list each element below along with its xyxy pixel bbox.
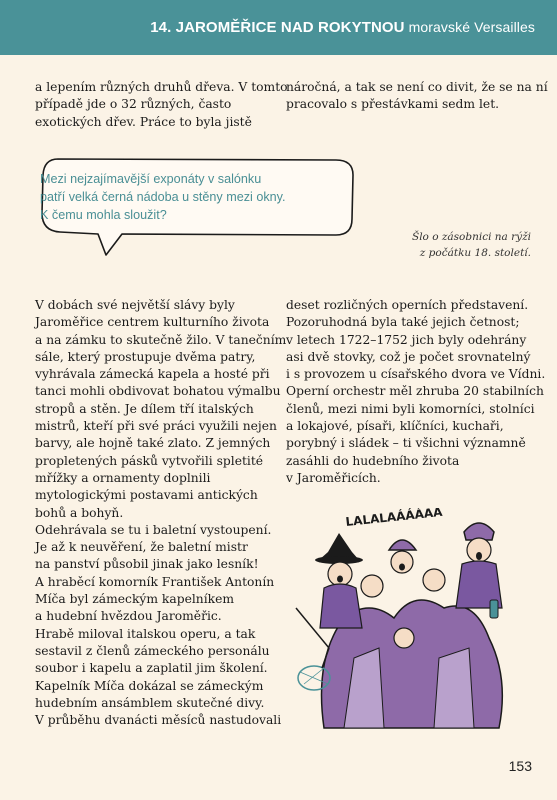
text-line: barvy, ale hojně také zlato. Z jemných — [35, 436, 271, 451]
text-line: Kapelník Míča dokázal se zámeckým — [35, 678, 264, 693]
text-line: v letech 1722–1752 jich byly odehrány — [286, 332, 527, 347]
text-line: deset rozličných operních představení. — [286, 298, 529, 312]
text-line: pracovalo s přestávkami sedm let. — [286, 97, 500, 112]
top-right-text — [286, 79, 548, 114]
text-line: hudebním ansámblem skutečné divy. — [35, 695, 265, 710]
choir-drawing — [284, 508, 524, 733]
text-line: exotických dřev. Práce to byla jistě — [35, 114, 252, 129]
text-line: vyhrávala zámecká kapela a hosté při — [35, 367, 270, 382]
question-line: Mezi nejzajímavější exponáty v salónku — [40, 172, 262, 186]
text-line: A hraběcí komorník František Antonín — [35, 574, 275, 589]
text-line: zasáhli do hudebního života — [286, 453, 460, 468]
question-line: patří velká černá nádoba u stěny mezi okny. — [40, 190, 286, 204]
text-line: stropů a stěn. Je dílem tří italských — [35, 401, 254, 416]
text-line: Je až k neuvěření, že baletní mistr — [35, 540, 248, 555]
text-line: bohů a bohyň. — [35, 505, 124, 520]
chapter-header — [0, 0, 557, 55]
text-line: mytologickými postavami antických — [35, 488, 258, 503]
text-line: a lepením různých druhů dřeva. V tomto — [35, 80, 288, 94]
text-line: Jaroměřice centrem kulturního života — [35, 315, 270, 330]
text-line: a lokajové, písaři, klíčníci, kuchaři, — [286, 419, 504, 434]
text-line: Hrabě miloval italskou operu, a tak — [35, 626, 256, 641]
singing-text: LALALAÁÁÁÁÁ — [344, 508, 444, 529]
question-line: K čemu mohla sloužit? — [40, 208, 167, 222]
top-left-text — [35, 79, 288, 131]
text-line: a hudební hvězdou Jaroměřic. — [35, 609, 222, 624]
text-line: Operní orchestr měl zhruba 20 stabilních — [286, 384, 544, 399]
text-line: V dobách své největší slávy byly — [35, 298, 235, 312]
text-line: a na zámku to skutečně žilo. V tanečním — [35, 332, 287, 347]
text-line: Odehrávala se tu i baletní vystoupení. — [35, 522, 272, 537]
singers-illustration — [284, 508, 524, 733]
chapter-title — [150, 19, 535, 36]
text-line: Míča byl zámeckým kapelníkem — [35, 592, 235, 607]
text-line: V průběhu dvanácti měsíců nastudovali — [35, 713, 282, 728]
left-column — [35, 297, 286, 729]
text-line: soubor i kapelu a zaplatil jim školení. — [35, 661, 268, 676]
text-line: na panství působil jinak jako lesník! — [35, 557, 259, 572]
text-line: porybný i sládek – ti všichni významně — [286, 436, 526, 451]
text-line: v Jaroměřicích. — [286, 470, 381, 485]
text-line: případě jde o 32 různých, často — [35, 97, 232, 112]
text-line: sále, který prostupuje dvěma patry, — [35, 349, 256, 364]
answer-line: Šlo o zásobnici na rýži — [412, 231, 531, 243]
right-column — [286, 297, 545, 487]
text-line: členů, mezi nimi byli komorníci, stolníci — [286, 401, 535, 416]
answer-text — [412, 229, 531, 261]
text-line: mistrů, kteří při své práci využili nejen — [35, 419, 277, 434]
question-text — [40, 170, 285, 224]
text-line: i s provozem u císařského dvora ve Vídni. — [286, 367, 546, 382]
text-line: propletených pásků vytvořili spletité — [35, 453, 264, 468]
answer-line: z počátku 18. století. — [419, 247, 531, 259]
text-line: sestavil z členů zámeckého personálu — [35, 643, 270, 658]
text-line: náročná, a tak se není co divit, že se na ní — [286, 80, 548, 94]
text-line: mřížky a ornamenty doplnili — [35, 470, 211, 485]
text-line: asi dvě stovky, což je počet srovnatelný — [286, 349, 531, 364]
chapter-subtitle: moravské Versailles — [408, 19, 535, 35]
page-number: 153 — [508, 758, 532, 774]
text-line: tanci mohli obdivovat bohatou výmalbu — [35, 384, 281, 399]
text-line: Pozoruhodná byla také jejich četnost; — [286, 315, 520, 330]
chapter-name: 14. JAROMĚŘICE NAD ROKYTNOU — [150, 19, 405, 36]
